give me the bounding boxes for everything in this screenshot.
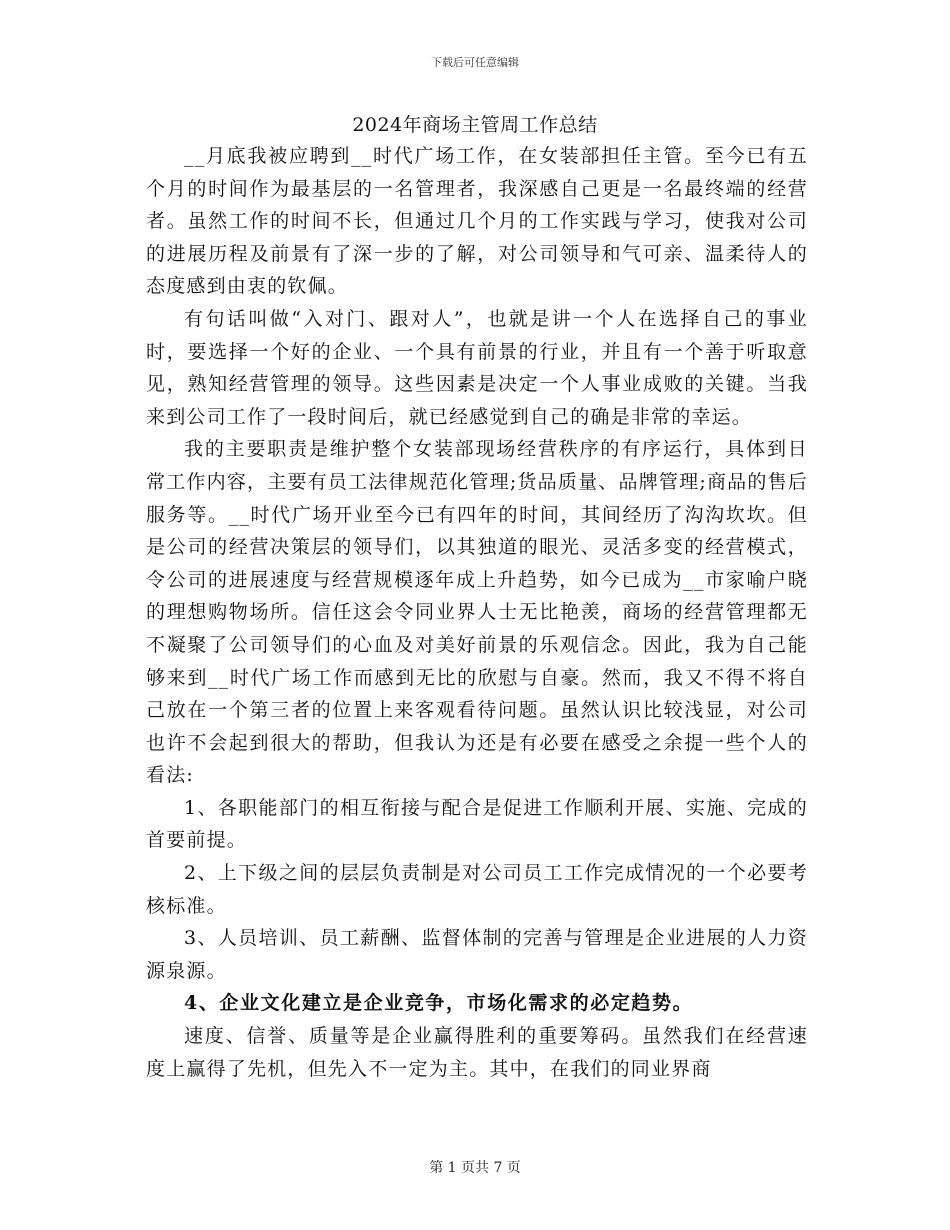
- list-item-4-heading: 4、企业文化建立是企业竞争，市场化需求的必定趋势。: [184, 992, 694, 1015]
- page-header-note: 下载后可任意编辑: [431, 56, 519, 69]
- paragraph-right-choice: 有句话叫做“入对门、跟对人”，也就是讲一个人在选择自己的事业时，要选择一个好的企业、一个具有前景的行业，并且有一个善于听取意见，熟知经营管理的领导。这些因素是决定一个人事业成败的关键。当我来到公司工作了一段时间后，就已经感觉到自己的确是非常的幸运。: [146, 307, 808, 428]
- page-number: 第 1 页共 7 页: [429, 1160, 521, 1176]
- document-body: [146, 140, 808, 1085]
- paragraph-speed-credit: 速度、信誉、质量等是企业赢得胜利的重要筹码。虽然我们在经营速度上赢得了先机，但先入不一定为主。其中，在我们的同业界商: [146, 1025, 808, 1080]
- list-item-3: 3、人员培训、员工薪酬、监督体制的完善与管理是企业进展的人力资源泉源。: [146, 927, 808, 982]
- list-item-2: 2、上下级之间的层层负责制是对公司员工工作完成情况的一个必要考核标准。: [146, 862, 808, 917]
- paragraph-responsibilities: 我的主要职责是维护整个女装部现场经营秩序的有序运行，具体到日常工作内容，主要有员工法律规范化管理;货品质量、品牌管理;商品的售后服务等。__时代广场开业至今已有四年的时间，其间经历了沟沟坎坎。但是公司的经营决策层的领导们，以其独道的眼光、灵活多变的经营模式，令公司的进展速度与经营规模逐年成上升趋势，如今已成为__市家喻户晓的理想购物场所。信任这会令同业界人士无比艳羡，商场的经营管理都无不凝聚了公司领导们的心血及对美好前景的乐观信念。因此，我为自己能够来到__时代广场工作而感到无比的欣慰与自豪。然而，我又不得不将自己放在一个第三者的位置上来客观看待问题。虽然认识比较浅显，对公司也许不会起到很大的帮助，但我认为还是有必要在感受之余提一些个人的看法:: [146, 438, 808, 787]
- document-title: 2024年商场主管周工作总结: [352, 114, 598, 136]
- paragraph-intro: __月底我被应聘到__时代广场工作，在女装部担任主管。至今已有五个月的时间作为最基层的一名管理者，我深感自己更是一名最终端的经营者。虽然工作的时间不长，但通过几个月的工作实践与学习，使我对公司的进展历程及前景有了深一步的了解，对公司领导和气可亲、温柔待人的态度感到由衷的钦佩。: [146, 145, 808, 298]
- list-item-1: 1、各职能部门的相互衔接与配合是促进工作顺利开展、实施、完成的首要前提。: [146, 796, 808, 852]
